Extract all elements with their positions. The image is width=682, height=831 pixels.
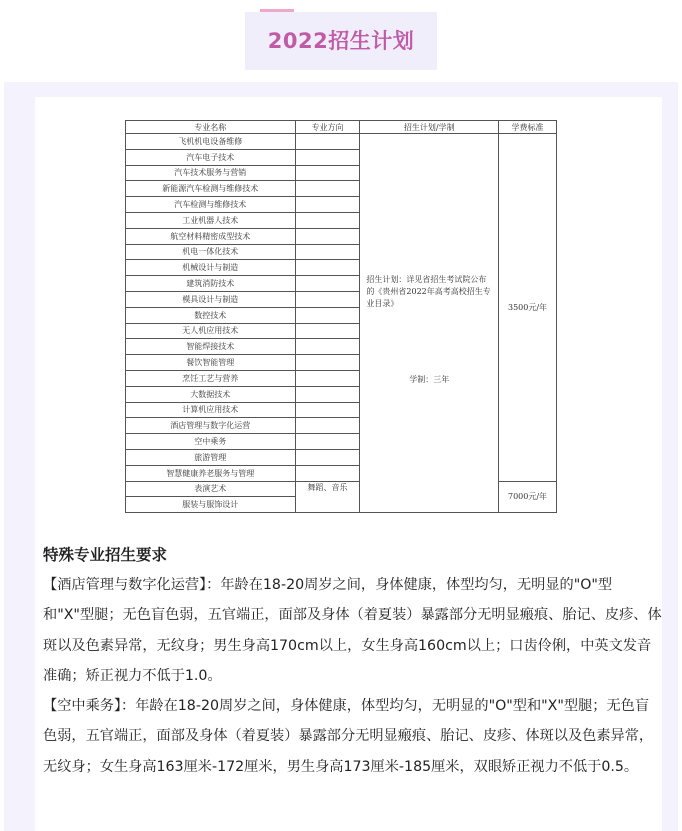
direction-cell — [295, 291, 360, 307]
direction-cell — [295, 165, 360, 181]
table-header-row — [126, 121, 557, 134]
major-name-cell: 汽车技术服务与营销 — [126, 165, 296, 181]
table-row — [126, 134, 557, 150]
major-name-cell: 表演艺术 — [126, 481, 296, 497]
special-requirements-section — [43, 540, 663, 782]
major-name-cell: 新能源汽车检测与维修技术 — [126, 181, 296, 197]
direction-cell — [295, 181, 360, 197]
direction-cell — [295, 418, 360, 434]
duration-text: 学制：三年 — [409, 375, 450, 384]
major-name-cell: 智慧健康养老服务与管理 — [126, 465, 296, 481]
plan-duration-cell — [360, 134, 499, 513]
direction-cell — [295, 244, 360, 260]
direction-cell — [295, 307, 360, 323]
major-name-cell: 大数据技术 — [126, 386, 296, 402]
major-name-cell: 无人机应用技术 — [126, 323, 296, 339]
direction-cell — [295, 402, 360, 418]
direction-cell — [295, 434, 360, 450]
major-name-cell: 建筑消防技术 — [126, 276, 296, 292]
direction-cell — [295, 355, 360, 371]
major-name-cell: 模具设计与制造 — [126, 291, 296, 307]
direction-cell — [295, 260, 360, 276]
major-name-cell: 餐饮智能管理 — [126, 355, 296, 371]
major-name-cell: 机电一体化技术 — [126, 244, 296, 260]
performing-direction-cell: 舞蹈、音乐 — [295, 481, 360, 513]
direction-cell — [295, 228, 360, 244]
header-tuition: 学费标准 — [499, 121, 557, 134]
direction-cell — [295, 465, 360, 481]
direction-cell — [295, 149, 360, 165]
header-major-name: 专业名称 — [126, 121, 296, 134]
plan-note-text: 招生计划：详见省招生考试院公布的《贵州省2022年高考高校招生专业目录》 — [366, 275, 491, 308]
direction-cell — [295, 212, 360, 228]
major-name-cell: 烹饪工艺与营养 — [126, 370, 296, 386]
major-name-cell: 汽车检测与维修技术 — [126, 197, 296, 213]
direction-cell — [295, 339, 360, 355]
requirement-hotel-management: 【酒店管理与数字化运营】：年龄在18-20周岁之间，身体健康，体型均匀，无明显的"O"型和"X"型腿；无色盲色弱，五官端正，面部及身体（着夏装）暴露部分无明显瘢痕、胎记、皮疹、体斑以及色素异常，无纹身；男生身高170cm以上，女生身高160cm以上；口齿伶俐，中英文发音准确；矫正视力不低于1.0。 — [43, 577, 662, 684]
title-box — [245, 12, 437, 70]
header-plan-duration: 招生计划/学制 — [360, 121, 499, 134]
major-name-cell: 航空材料精密成型技术 — [126, 228, 296, 244]
major-name-cell: 智能焊接技术 — [126, 339, 296, 355]
tuition-standard-cell: 3500元/年 — [499, 134, 557, 482]
header-direction: 专业方向 — [295, 121, 360, 134]
requirements-heading: 特殊专业招生要求 — [43, 546, 168, 564]
major-name-cell: 数控技术 — [126, 307, 296, 323]
direction-cell — [295, 386, 360, 402]
direction-cell — [295, 197, 360, 213]
direction-cell — [295, 449, 360, 465]
page-title: 2022招生计划 — [267, 29, 415, 53]
major-name-cell: 旅游管理 — [126, 449, 296, 465]
major-name-cell: 计算机应用技术 — [126, 402, 296, 418]
title-banner — [0, 0, 682, 72]
major-name-cell: 工业机器人技术 — [126, 212, 296, 228]
direction-cell — [295, 276, 360, 292]
major-name-cell: 机械设计与制造 — [126, 260, 296, 276]
direction-cell — [295, 323, 360, 339]
tuition-arts-cell: 7000元/年 — [499, 481, 557, 513]
major-name-cell: 酒店管理与数字化运营 — [126, 418, 296, 434]
requirement-flight-attendant: 【空中乘务】：年龄在18-20周岁之间，身体健康，体型均匀，无明显的"O"型和"X"型腿；无色盲色弱，五官端正，面部及身体（着夏装）暴露部分无明显瘢痕、胎记、皮疹、体斑以及色素异常，无纹身；女生身高163厘米-172厘米，男生身高173厘米-185厘米，双眼矫正视力不低于0.5。 — [43, 698, 654, 775]
major-name-cell: 空中乘务 — [126, 434, 296, 450]
direction-cell — [295, 134, 360, 150]
major-name-cell: 飞机机电设备维修 — [126, 134, 296, 150]
major-name-cell: 服装与服饰设计 — [126, 497, 296, 513]
enrollment-plan-table — [125, 120, 557, 513]
major-name-cell: 汽车电子技术 — [126, 149, 296, 165]
direction-cell — [295, 370, 360, 386]
